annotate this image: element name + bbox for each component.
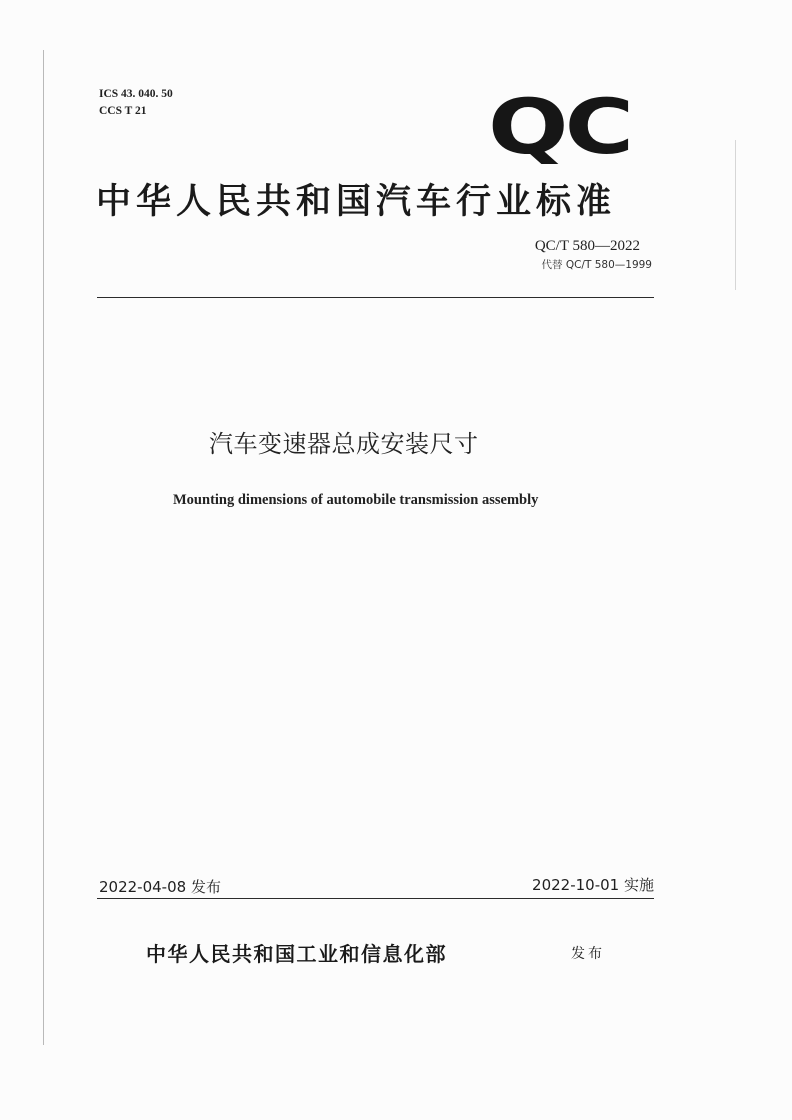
issue-date: 2022-04-08 发布 (99, 878, 221, 896)
header-divider (97, 297, 654, 298)
issuing-action: 发布 (571, 946, 605, 962)
qc-logo: QC (488, 83, 631, 172)
page-edge-mark (735, 140, 736, 290)
standard-number: QC/T 580—2022 (534, 238, 640, 254)
binding-line (43, 50, 44, 1045)
ccs-code: CCS T 21 (99, 105, 147, 117)
ics-code: ICS 43. 040. 50 (99, 88, 173, 100)
footer-divider (97, 898, 654, 899)
standard-category-title: 中华人民共和国汽车行业标准 (96, 182, 617, 222)
document-title-english: Mounting dimensions of automobile transmission assembly (173, 492, 539, 508)
implementation-date: 2022-10-01 实施 (532, 876, 654, 894)
document-title-chinese: 汽车变速器总成安装尺寸 (209, 430, 479, 458)
classification-block (99, 86, 173, 120)
issuing-authority: 中华人民共和国工业和信息化部 (146, 942, 447, 966)
replaced-standard: 代替 QC/T 580—1999 (541, 259, 652, 271)
